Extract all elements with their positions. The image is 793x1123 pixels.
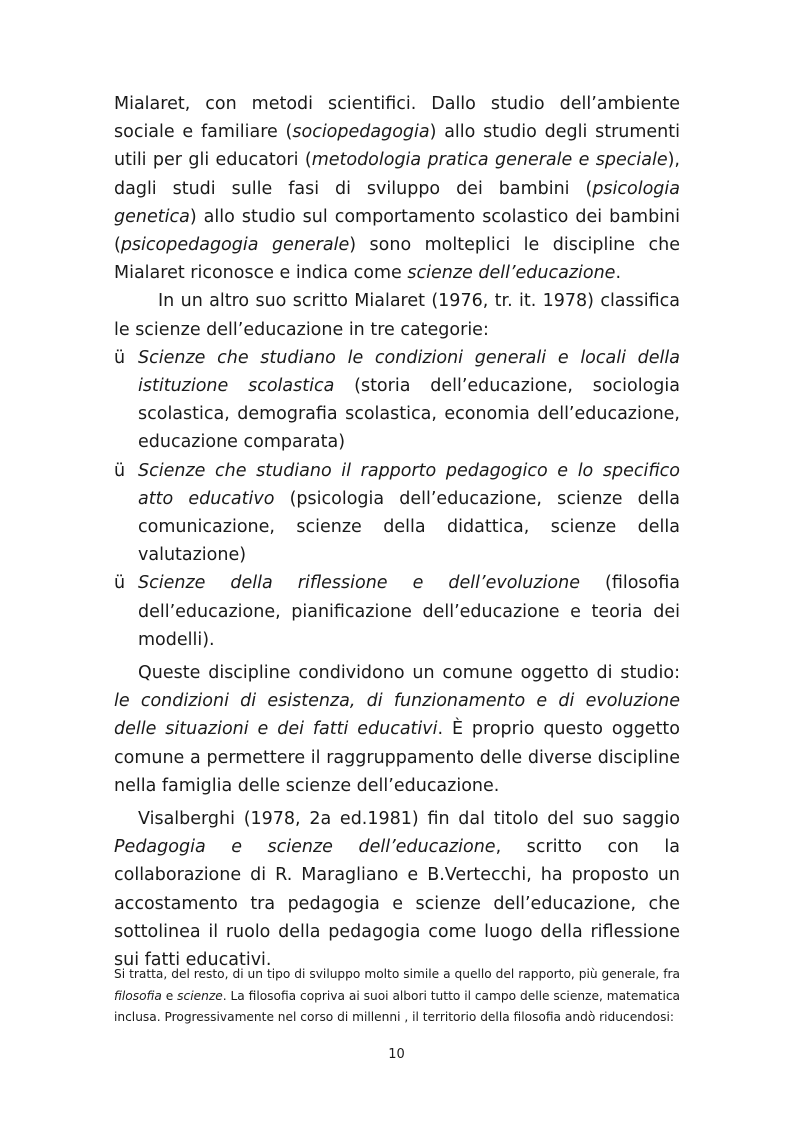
italic-text-run: Scienze che studiano il rapporto pedagogico e lo specifico atto educativo [138, 460, 680, 509]
paragraph-2 [114, 287, 680, 343]
italic-text-run: sociopedagogia [292, 122, 430, 143]
text-run: e [161, 988, 178, 1003]
list-item [114, 569, 680, 654]
list-item [114, 344, 680, 457]
paragraph-4 [114, 805, 680, 974]
italic-text-run: le condizioni di esistenza, di funzionamento e di evoluzione delle situazioni e dei fatti educativi [114, 691, 680, 740]
text-run: . [615, 263, 622, 284]
text-run: . La filosofia copriva ai suoi albori tutto il campo delle scienze, matematica inclusa. Progressivamente nel corso di millenni , il territorio della filosofia andò riducendosi: [114, 988, 681, 1024]
text-run: (psicologia dell’educazione, scienze della comunicazione, scienze della didattica, scienze della valutazione) [138, 488, 680, 566]
italic-text-run: scienze dell’educazione [407, 263, 616, 284]
list-item-text [138, 573, 680, 649]
text-run: , scritto con la collaborazione di R. Maragliano e B.Vertecchi, ha proposto un accostamento tra pedagogia e scienze dell’educazione, che sottolinea il ruolo della pedagogia come luogo della riflessione sui fatti educativi. [114, 837, 680, 971]
text-run: ) allo studio sul comportamento scolastico dei bambini ( [114, 206, 680, 256]
checkmark-bullet-icon: ü [114, 573, 126, 594]
list-item-text [138, 461, 680, 566]
italic-text-run: scienze [177, 988, 223, 1003]
italic-text-run: psicopedagogia generale [120, 235, 350, 256]
text-run: ) allo studio degli strumenti utili per gli educatori ( [114, 122, 680, 171]
paragraph-1 [114, 90, 680, 287]
text-run: In un altro suo scritto Mialaret (1976, tr. it. 1978) classifica le scienze dell’educazione in tre categorie: [114, 291, 680, 340]
text-run: ), dagli studi sulle fasi di sviluppo dei bambini ( [114, 150, 680, 199]
text-run: ) sono molteplici le discipline che Mialaret riconosce e indica come [114, 235, 680, 284]
list-item [114, 457, 680, 570]
text-run: Mialaret, con metodi scientifici. Dallo studio dell’ambiente sociale e familiare ( [114, 94, 680, 143]
footnote-text [114, 964, 680, 1029]
text-run: (storia dell’educazione, sociologia scolastica, demografia scolastica, economia dell’educazione, educazione comparata) [138, 376, 680, 453]
text-run: (filosofia dell’educazione, pianificazione dell’educazione e teoria dei modelli). [138, 573, 680, 650]
italic-text-run: metodologia pratica generale e speciale [311, 150, 668, 171]
text-run: . È proprio questo oggetto comune a permettere il raggruppamento delle diverse discipline nella famiglia delle scienze dell’educazione. [114, 719, 680, 796]
italic-text-run: Pedagogia e scienze dell’educazione [114, 837, 496, 858]
footnote [114, 964, 680, 1029]
italic-text-run: psicologia genetica [114, 178, 680, 227]
main-text [114, 90, 680, 974]
checkmark-bullet-icon: ü [114, 347, 126, 368]
paragraph-3 [114, 659, 680, 800]
checkmark-bullet-icon: ü [114, 460, 126, 481]
page-number: 10 [388, 1047, 405, 1062]
italic-text-run: Scienze che studiano le condizioni generali e locali della istituzione scolastica [138, 347, 680, 397]
text-run: Si tratta, del resto, di un tipo di sviluppo molto simile a quello del rapporto, più generale, fra [114, 967, 680, 981]
text-run: Queste discipline condividono un comune oggetto di studio: [138, 663, 680, 684]
italic-text-run: filosofia [114, 988, 162, 1003]
category-list [114, 344, 680, 654]
italic-text-run: Scienze della riflessione e dell’evoluzione [138, 573, 580, 594]
list-item-text [138, 348, 680, 453]
text-run: Visalberghi (1978, 2a ed.1981) fin dal titolo del suo saggio [138, 809, 680, 830]
